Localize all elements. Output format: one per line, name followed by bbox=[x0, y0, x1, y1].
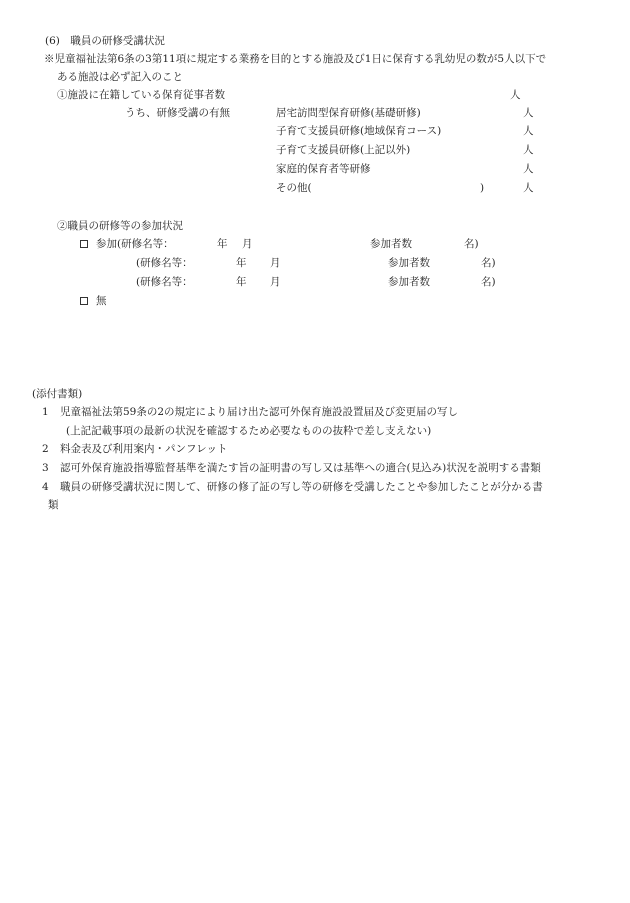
note-line-1: ※児童福祉法第6条の3第11項に規定する業務を目的とする施設及び1日に保育する乳幼児の数が5人以下で bbox=[44, 53, 547, 65]
training-label-3: 子育て支援員研修(上記以外) bbox=[276, 144, 411, 156]
row1-month: 月 bbox=[242, 238, 253, 250]
attachment-text-2: 料金表及び利用案内・パンフレット bbox=[60, 443, 228, 455]
training-unit-3: 人 bbox=[523, 144, 534, 156]
row3-unit: 名) bbox=[481, 276, 496, 288]
training-unit-1: 人 bbox=[523, 107, 534, 119]
training-label-2: 子育て支援員研修(地域保育コース) bbox=[276, 125, 442, 137]
row2-participants: 参加者数 bbox=[388, 257, 430, 269]
attachment-text-1-note: (上記記載事項の最新の状況を確認するため必要なものの抜粋で差し支えない) bbox=[66, 425, 432, 437]
attachments-heading: (添付書類) bbox=[32, 388, 83, 400]
attachment-num-1: 1 bbox=[42, 406, 49, 418]
training-unit-4: 人 bbox=[523, 163, 534, 175]
attachment-text-4: 職員の研修受講状況に関して、研修の修了証の写し等の研修を受講したことや参加したことが分かる書 bbox=[60, 481, 543, 493]
staff-count-label: ①施設に在籍している保育従事者数 bbox=[57, 89, 225, 101]
training-sub-label: うち、研修受講の有無 bbox=[125, 107, 230, 119]
attachment-text-3: 認可外保育施設指導監督基準を満たす旨の証明書の写し又は基準への適合(見込み)状況を説明する書類 bbox=[60, 462, 541, 474]
participation-yes-label: 参加(研修名等： bbox=[96, 238, 174, 250]
row3-name: (研修名等： bbox=[136, 276, 193, 288]
attachment-num-4: 4 bbox=[42, 481, 49, 493]
row3-month: 月 bbox=[270, 276, 281, 288]
section-heading: (6) 職員の研修受講状況 bbox=[45, 35, 165, 47]
training-unit-2: 人 bbox=[523, 125, 534, 137]
participation-no-label: 無 bbox=[96, 295, 107, 307]
training-label-4: 家庭的保育者等研修 bbox=[276, 163, 371, 175]
row1-participants: 参加者数 bbox=[370, 238, 412, 250]
participation-label: ②職員の研修等の参加状況 bbox=[57, 220, 183, 232]
attachment-num-2: 2 bbox=[42, 443, 49, 455]
row1-year: 年 bbox=[217, 238, 228, 250]
row2-unit: 名) bbox=[481, 257, 496, 269]
training-unit-other: 人 bbox=[523, 182, 534, 194]
attachment-num-3: 3 bbox=[42, 462, 49, 474]
row1-unit: 名) bbox=[464, 238, 479, 250]
participation-yes-checkbox[interactable] bbox=[80, 240, 88, 248]
row2-name: (研修名等： bbox=[136, 257, 193, 269]
row3-year: 年 bbox=[236, 276, 247, 288]
training-label-other: その他( bbox=[276, 182, 312, 194]
participation-no-checkbox[interactable] bbox=[80, 297, 88, 305]
training-label-1: 居宅訪問型保育研修(基礎研修) bbox=[276, 107, 421, 119]
note-line-2: ある施設は必ず記入のこと bbox=[57, 71, 183, 83]
row2-year: 年 bbox=[236, 257, 247, 269]
row3-participants: 参加者数 bbox=[388, 276, 430, 288]
attachment-text-1: 児童福祉法第59条の2の規定により届け出た認可外保育施設設置届及び変更届の写し bbox=[60, 406, 459, 418]
training-other-close: ) bbox=[480, 182, 485, 194]
staff-count-unit: 人 bbox=[510, 89, 521, 101]
attachment-text-4-cont: 類 bbox=[48, 499, 59, 511]
row2-month: 月 bbox=[270, 257, 281, 269]
